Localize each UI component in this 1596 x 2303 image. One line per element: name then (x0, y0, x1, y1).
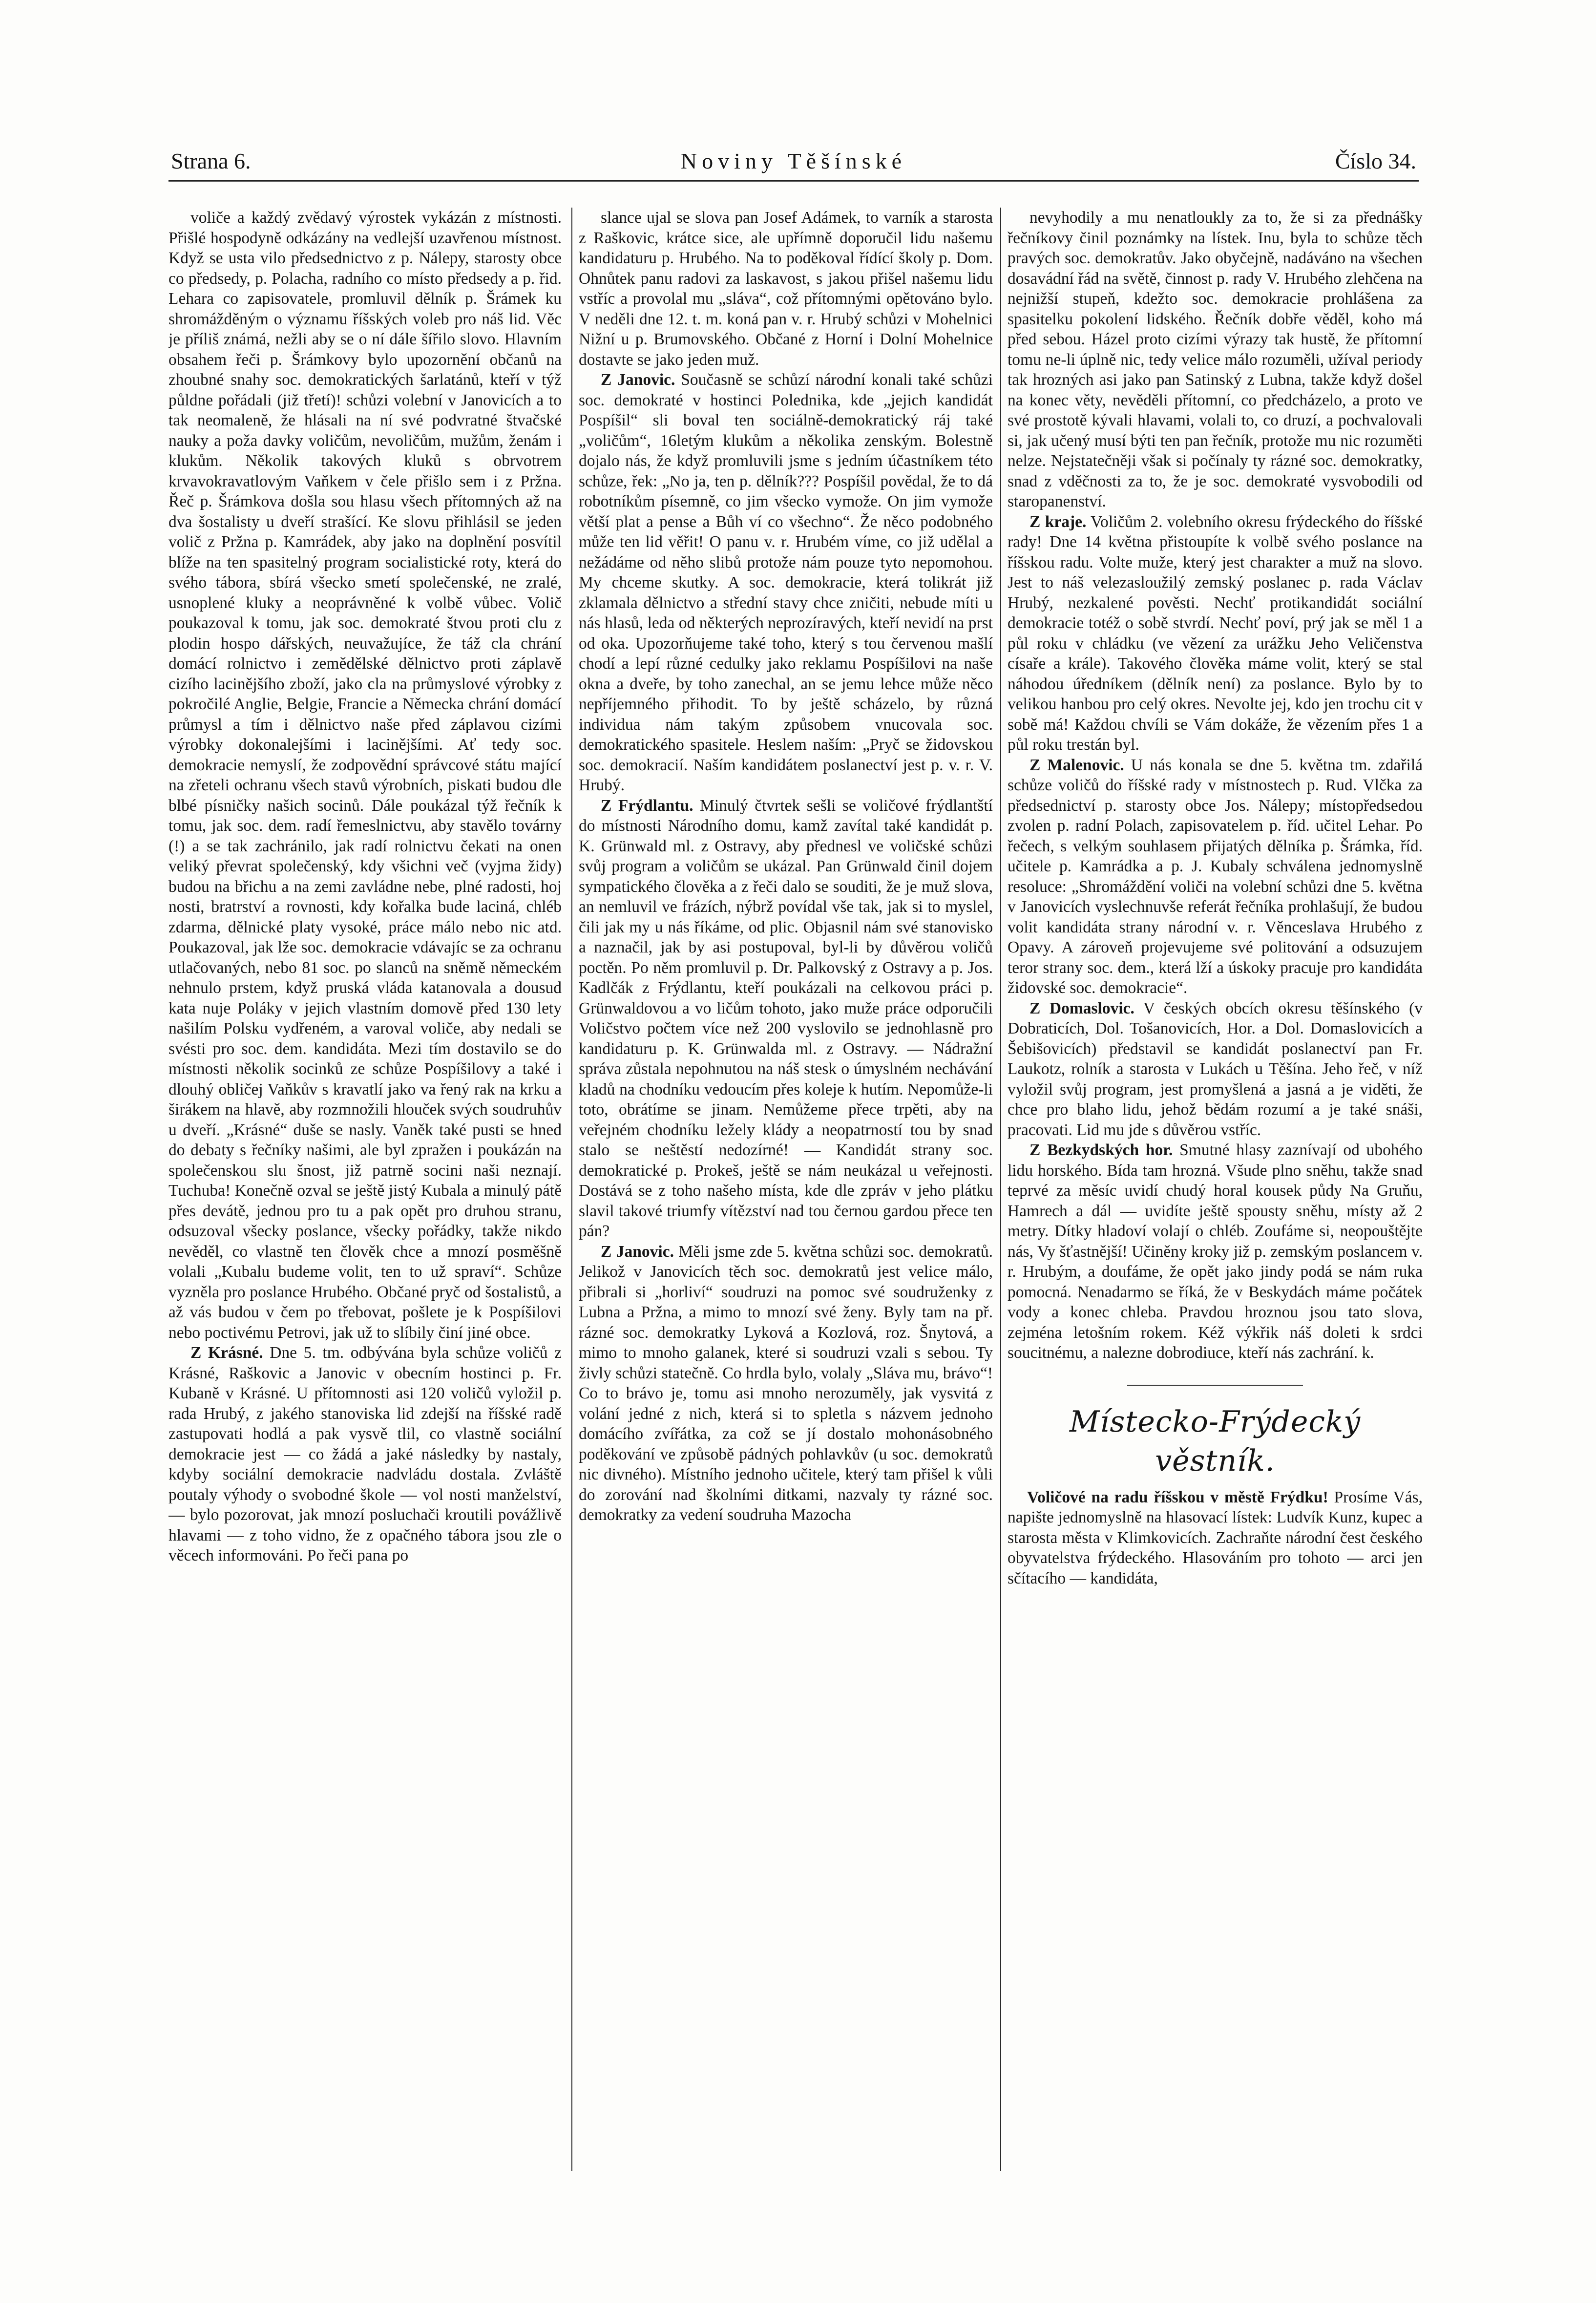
article-lead: Z Janovic. (601, 371, 675, 389)
page-header (171, 147, 1416, 176)
article-paragraph: slance ujal se slova pan Josef Adámek, to varník a starosta z Raškovic, krátce sice, ale upřímně doporučil lidu našemu kandidaturu p. Hrubého. Na to poděkoval řídící školy p. Dom. Ohnůtek panu radovi za laskavost, s jakou přišel našemu lidu vstříc a provolal mu „sláva“, což přítomnými opětováno bylo. V neděli dne 12. t. m. koná pan v. r. Hrubý schůzi v Mohelnici Nižní u p. Brumovského. Občané z Horní i Dolní Mohelnice dostavte se jako jeden muž. (579, 209, 993, 369)
section-divider (1127, 1385, 1303, 1386)
notice-lead: Voličové na radu říšskou v městě Frýdku! (1027, 1488, 1328, 1506)
column-divider-2 (1000, 208, 1001, 2171)
article-lead: Z Malenovic. (1029, 756, 1124, 774)
article-paragraph: Z Malenovic. U nás konala se dne 5. května tm. zdařilá schůze voličů do říšské rady v místnostech p. Rud. Vlčka za předsednictví p. starosty obce Jos. Nálepy; místopředsedou zvolen p. radní Polach, zapisovatelem p. říd. učitel Lehar. Po řečech, s velkým souhlasem přijatých dělníka p. Šrámka, říd. učitele p. Kamrádka a p. J. Kubaly schválena jednomyslně resoluce: „Shromáždění voliči na volební schůzi dne 5. května v Janovicích vyslechnuvše referát řečníka prohlašují, že budou volit kandidáta strany národní v. r. Věnceslava Hrubého z Opavy. A zároveň projevujeme své politování a odsuzujem teror strany soc. dem., která lží a úskoky pracuje pro kandidáta židovské soc. demokracie“. (1008, 756, 1423, 997)
article-lead: Z kraje. (1029, 512, 1087, 531)
column-2 (579, 208, 993, 2171)
page-number: Strana 6. (171, 148, 251, 173)
header-rule (168, 180, 1419, 182)
article-lead: Z Frýdlantu. (601, 796, 693, 815)
column-divider-1 (571, 208, 572, 2171)
article-lead: Z Krásné. (190, 1344, 263, 1362)
article-paragraph: voliče a každý zvědavý výrostek vykázán z místnosti. Přišlé hospodyně odkázány na vedlejší uzavřenou místnost. Když se usta vilo předsednictvo z p. Nálepy, starosty obce co předsedy, p. Polacha, radního co místo předsedy a p. řid. Lehara co zapisovatele, promluvil dělník p. Šrámek ku shromážděným o významu říšských voleb pro náš lid. Věc je příliš známá, nežli aby se o ní dále šířilo slovo. Hlavním obsahem řeči p. Šrámkovy bylo upozornění občanů na zhoubné snahy soc. demokratických šarlatánů, kteří v týž půldne pořádali (již třetí)! schůzi volební v Janovicích a to tak neomaleně, že hlásali na ní své podvratné štvačské nauky a poža davky voličům, nevoličům, mužům, ženám i klukům. Několik takových kluků s obrvotrem krvavokravatlovým Vaňkem v čele přišlo sem i z Pržna. Řeč p. Šrámkova došla sou hlasu všech přítomných až na dva šostalisty u dveří strašící. Ke slovu přihlásil se jeden volič z Pržna p. Kamrádek, aby jako na doplnění posvítil blíže na ten spasitelný program socialistické roty, která do svého tábora, sbírá všecko smetí společenské, ne zralé, usnoplené kluky a neoprávněné k volbě vůbec. Volič poukazoval k tomu, jak soc. demokraté štvou proti clu z plodin hospo dářských, neuvažujíce, že táž cla chrání domácí rolnictvo i zemědělské dělnictvo proti záplavě cizího lacinějšího zboží, jako cla na průmyslové výrobky z pokročilé Anglie, Belgie, Francie a Německa chrání domácí průmysl a tím i dělnictvo naše před záplavou cizími výrobky dokonalejšími i lacinějšími. Ať tedy soc. demokracie nemyslí, že zodpovědní správcové státu mající na zřeteli ochranu všech stavů výrobních, piskati budou dle blbé písničky našich socinů. Dále poukázal týž řečník k tomu, jak soc. dem. radí řemeslnictvu, aby stavělo továrny (!) a se tak zachránilo, jak radí rolnictvu čekati na onen veliký převrat společenský, kdy všichni več (vyjma židy) budou na břichu a na zemi zavládne nebe, plné radosti, hoj nosti, bratrství a rovnosti, kdy kořalka bude laciná, chléb zdarma, dělnické platy vysoké, práce málo nebo nic atd. Poukazoval, jak lže soc. demokracie vdávajíc se za ochranu utlačovaných, nebo 81 soc. po slanců na sněmě německém nehnulo prstem, když pruská vláda katanovala a dousud kata nuje Poláky v jejich vlastním domově před 130 lety našilím Polsku vydřeném, a varoval voliče, aby nedali se svésti pro soc. dem. kandidáta. Mezi tím dostavilo se do místnosti několik socinků ze schůze Pospíšilovy a také i dlouhý obličej Vaňkův s kravatlí jako va řený rak na krku a širákem na hlavě, aby rozmnožili hlouček svých soudruhův u dveří. „Krásné“ duše se nasly. Vaněk také pusti se hned do debaty s řečníky našimi, ale byl zpražen i poukázán na společenskou slu šnost, již patrně socini naši neznají. Tuchuba! Konečně ozval se ještě jistý Kubala a minulý pátě přes devátě, jednou pro tu a pak opět pro druhou stranu, odsuzoval všecky poslance, všecky pořádky, takže nikdo nevěděl, co vlastně ten člověk chce a mnozí posměšně volali „Kubalu budeme volit, ten to už spraví“. Schůze vyzněla pro poslance Hrubého. Občané pryč od šostalistů, a až vás budou v čem po třebovat, pošlete je k Pospíšilovi nebo poctivému Petrovi, jak už to slíbily činí jiné obce. (168, 209, 562, 1342)
article-paragraph: Z Bezkydských hor. Smutné hlasy zaznívají od ubohého lidu horského. Bída tam hrozná. Všude plno sněhu, takže snad teprvé za měsíc uvidí chudý horal kousek půdy Na Gruňu, Hamrech a dál — uvidíte ještě spousty sněhu, místy až 2 metry. Dítky hladoví volají o chléb. Zoufáme si, neopouštějte nás, Vy šťastnější! Učiněny kroky již p. zemským poslancem v. r. Hrubým, a doufáme, že opět jako jindy podá se nám ruka pomocná. Nenadarmo se říká, že v Beskydách máme počátek vody a konec chleba. Pravdou hroznou jsou tato slova, zejména letošním rokem. Kéž výkřik náš doleti k srdci soucitnému, a nalezne dobrodiuce, kteří nás zachrání. k. (1008, 1141, 1423, 1362)
article-lead: Z Janovic. (601, 1242, 674, 1261)
column-3 (1008, 208, 1423, 2171)
section-title: Místecko-Frýdecký věstník. (1069, 1404, 1361, 1478)
article-paragraph: nevyhodily a mu nenatloukly za to, že si za přednášky řečníkovy činil poznámky na lístek. Inu, byla to schůze těch pravých soc. demokratův. Jako obyčejně, nadáváno na všechen dosavádní řád na světě, činnost p. rady V. Hrubého zlehčena na nejnižší stupeň, kdežto soc. demokracie prohlášena za spasitelku pokolení lidského. Řečník dobře věděl, koho má před sebou. Házel proto cizími výrazy tak hustě, že přítomní tomu ne-li úplně nic, tedy velice málo rozuměli, užíval periody tak hrozných asi jako pan Satinský z Lubna, takže když došel na konec věty, nevěděli přítomní, co předcházelo, a proto ve své prostotě kývali hlavami, volali to, co druzí, a pochvalovali si, jak učený musí býti ten pan řečník, protože mu nic rozuměti nelze. Nejstatečněji však si počínaly ty rázné soc. demokratky, snad z vděčnosti za to, že je soc. demokraté vysvobodili od staropanenství. (1008, 209, 1423, 510)
article-paragraph: Z Janovic. Současně se schůzí národní konali také schůzi soc. demokraté v hostinci Polednika, kde „jejich kandidát Pospíšil“ sli boval ten sociálně-demokratický ráj také „voličům“, 16letým klukům a několika zenským. Bolestně dojalo nás, že když promluvili jsme s jedním účastníkem této schůze, řek: „No ja, ten p. dělník??? Pospíšil povědal, že to dá robotníkům písemně, co jim všecko vymože. On jim vymože větší plat a pense a Bůh ví co všechno“. Že něco podobného může ten lid věřit! O panu v. r. Hrubém víme, co již udělal a nežádáme od něho slibů protože nám pouze tyto nepomohou. My chceme skutky. A soc. demokracie, která tolikrát již zklamala dělnictvo a střední stavy chce zničiti, nebude míti u nás hlasů, leda od některých neprozíravých, kteří nevidí na prst od oka. Upozorňujeme také toho, který s tou červenou mašlí chodí a lepí různé cedulky jako reklamu Pospíšilovi na naše okna a dveře, by toho zanechal, an se jemu lehce může něco nepříjemného přihodit. To by ještě scházelo, by různá individua nám takým způsobem vnucovala soc. demokratického spasitele. Heslem naším: „Pryč se židovskou soc. demokracií. Naším kandidátem poslanectví jest p. v. r. V. Hrubý. (579, 371, 993, 794)
article-paragraph: Z Frýdlantu. Minulý čtvrtek sešli se voličové frýdlantští do místnosti Národního domu, kamž zavítal také kandidát p. K. Grünwald ml. z Ostravy, aby přednesl ve voličské schůzi svůj program a voličům se ukázal. Pan Grünwald činil dojem sympatického člověka a z řeči dalo se souditi, že je muž slova, an nemluvil ve frázích, nýbrž povídal vše tak, jak si to myslel, čili jak my u nás říkáme, od plic. Objasnil nám své stanovisko a naznačil, jak by asi postupoval, byl-li by důvěrou voličů poctěn. Po něm promluvil p. Dr. Palkovský z Ostravy a p. Jos. Kadlčák z Frýdlantu, kteří poukázali na celkovou práci p. Grünwaldovou a vo ličům tohoto, jako muže práce odporučili Voličstvo počtem více než 200 vyslovilo se jednohlasně pro kandidaturu p. K. Grünwalda ml. z Ostravy. — Nádražní správa zůstala nepohnutou na náš stesk o úmyslném nechávání kladů na chodníku vedoucím přes koleje k hutím. Nepomůže-li toto, obrátíme se jinam. Nemůžeme přece trpěti, aby na veřejném chodníku ležely klády a neopatrností tou by snad stalo se neštěstí nedozírné! — Kandidát strany soc. demokratické p. Prokeš, ještě se nám neukázal u veřejnosti. Dostává se z toho našeho místa, kde dle zpráv v jeho plátku slavil takové triumfy vítězství nad tou černou gardou přece ten pán? (579, 796, 993, 1240)
article-paragraph: Z Krásné. Dne 5. tm. odbývána byla schůze voličů z Krásné, Raškovic a Janovic v obecním hostinci p. Fr. Kubaně v Krásné. U přítomnosti asi 120 voličů vyložil p. rada Hrubý, z jakého stanoviska lid zdejší na říšské radě zastupovati hodlá a pak vysvě tlil, co vlastně sociální demokracie jest — co žádá a jaké následky by nastaly, kdyby sociální demokracie nadvládu dostala. Zvláště poutaly výhody o svobodné škole — vol nosti manželství, — bylo pozorovat, jak mnozí posluchači kroutili povážlivě hlavami — z toho vidno, že z opačného tábora jsou zle o věcech informováni. Po řeči pana po (168, 1344, 562, 1564)
election-notice: Voličové na radu říšskou v městě Frýdku! Prosíme Vás, napište jednomyslně na hlasovací lístek: Ludvík Kunz, kupec a starosta města v Klimkovicích. Zachraňte národní čest českého obyvatelstva frýdeckého. Hlasováním pro tohoto — arci jen sčítacího — kandidáta, (1008, 1488, 1423, 1587)
newspaper-title: Noviny Těšínské (680, 148, 907, 173)
article-lead: Z Domaslovic. (1029, 999, 1134, 1017)
issue-number: Číslo 34. (1335, 148, 1416, 173)
article-lead: Z Bezkydských hor. (1029, 1141, 1173, 1159)
article-paragraph: Z Domaslovic. V českých obcích okresu těšínského (v Dobraticích, Dol. Tošanovicích, Hor. a Dol. Domaslovicích a Šebišovicích) představil se kandidát poslanectví pan Fr. Laukotz, rolník a starosta v Lukách u Těšína. Jeho řeč, v níž vyložil svůj program, jest promyšlená a jasná a je viděti, že chce pro blaho lidu, jehož bědám rozumí a je také snáši, pracovati. Lid mu jde s důvěrou vstříc. (1008, 999, 1423, 1139)
article-paragraph: Z Janovic. Měli jsme zde 5. května schůzi soc. demokratů. Jelikož v Janovicích těch soc. demokratů jest velice málo, přibrali si „horliví“ soudruzi na pomoc své soudruženky z Lubna a Pržna, a mimo to mnozí své ženy. Byly tam na př. rázné soc. demokratky Lyková a Kozlová, roz. Šnytová, a mimo to mnoho galanek, které si soudruzi vzali s sebou. Ty živly schůzi statečně. Co hrdla bylo, volaly „Sláva mu, brávo“! Co to brávo je, tomu asi mnoho nerozuměly, jak vysvitá z volání jedné z nich, která si to spletla s názvem jednoho domácího zvířátka, za což se jí dostalo mohonásobného poděkování ve způsobě pádných pohlavkův (u soc. demokratů nic divného). Místního jednoho učitele, který tam přišel k vůli do zorování nad školními ditkami, nazvaly ty rázné soc. demokratky za vedení soudruha Mazocha (579, 1242, 993, 1524)
article-paragraph: Z kraje. Voličům 2. volebního okresu frýdeckého do říšské rady! Dne 14 května přistoupíte k volbě svého poslance na říšskou radu. Volte muže, který jest charakter a muž na slovo. Jest to náš velezasloužilý zemský poslanec p. rada Václav Hrubý, nezkalené pověsti. Nechť protikandidát sociální demokracie totéž o sobě stvrdí. Nechť poví, prý jak se měl 1 a půl roku v chládku (ve vězení za urážku Jeho Veličenstva císaře a krále). Takového člověka máme volit, který se stal náhodou úředníkem (dělník není) za poslance. Bylo by to velikou hanbou pro celý okres. Nevolte jej, kdo jen trochu cit v sobě má! Každou chvíli se Vám dokáže, že vězením přes 1 a půl roku trestán byl. (1008, 512, 1423, 754)
column-1 (168, 208, 562, 2171)
